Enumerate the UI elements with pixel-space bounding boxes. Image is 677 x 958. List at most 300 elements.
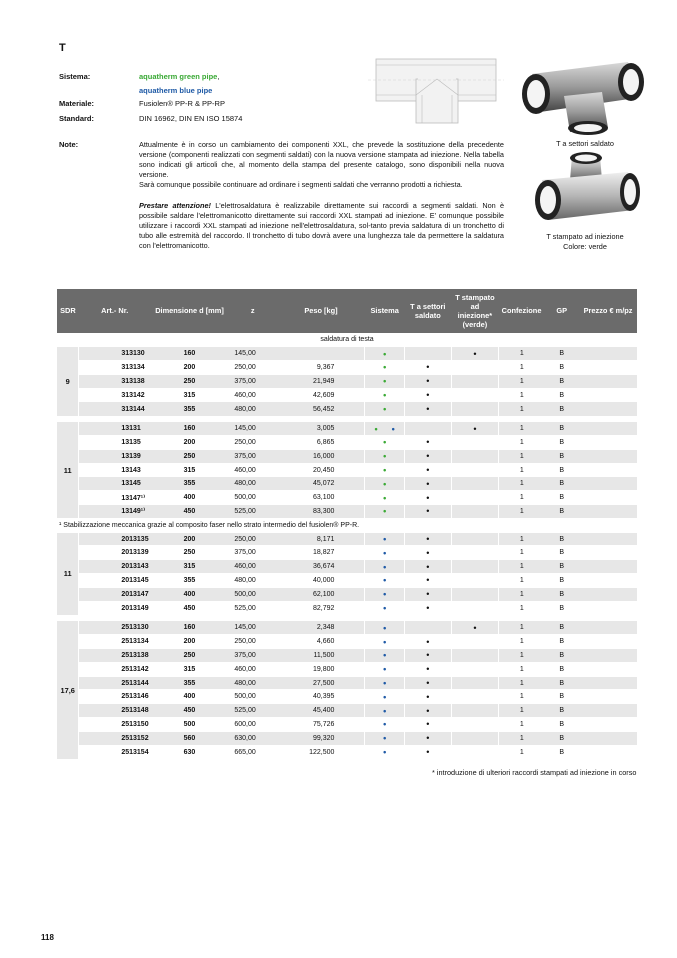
note-paragraph-1: Attualmente è in corso un cambiamento dei componenti XXL, che prevede la sostituzione della precedente versione (componenti realizzati con segmenti saldati) con la nuova versione stampata ad iniezione. Nella tabella sono indicati gli articoli che, al momento della stampa del presente catalogo, sono disponibili nella nuova versione.	[139, 140, 504, 179]
blue-pipe-brand: aquatherm blue pipe	[139, 86, 213, 95]
peso-cell: 20,450	[277, 463, 365, 477]
sistema-cell	[365, 361, 405, 375]
table-row	[57, 388, 637, 402]
confezione-cell: 1	[499, 649, 545, 663]
peso-cell: 27,500	[277, 676, 365, 690]
dimension-cell: 250	[151, 449, 229, 463]
gp-cell: B	[544, 491, 579, 505]
blue-system-dot-icon: •	[383, 705, 387, 716]
peso-cell: 18,827	[277, 546, 365, 560]
peso-cell: 8,171	[277, 532, 365, 546]
gp-cell: B	[544, 532, 579, 546]
prezzo-cell	[579, 402, 637, 416]
dimension-cell: 630	[151, 745, 229, 759]
blue-system-dot-icon: •	[383, 547, 387, 558]
peso-cell: 45,400	[277, 704, 365, 718]
t-settori-mark: •	[426, 678, 430, 689]
sdr-cell: 11	[57, 422, 79, 519]
gp-cell: B	[544, 505, 579, 519]
gp-cell: B	[544, 731, 579, 745]
t-stampato-cell	[451, 676, 498, 690]
dimension-cell: 400	[151, 690, 229, 704]
page-title: T	[59, 42, 66, 54]
section-row	[57, 333, 637, 347]
table-row	[57, 718, 637, 732]
prezzo-cell	[579, 574, 637, 588]
caption-injection-line2: Colore: verde	[563, 242, 607, 251]
t-stampato-cell	[451, 532, 498, 546]
dimension-cell: 315	[151, 388, 229, 402]
peso-cell: 62,100	[277, 587, 365, 601]
t-settori-mark: •	[426, 603, 430, 614]
t-settori-cell	[404, 745, 451, 759]
confezione-cell: 1	[499, 422, 545, 436]
gp-cell: B	[544, 662, 579, 676]
gp-cell: B	[544, 449, 579, 463]
t-settori-cell	[404, 361, 451, 375]
t-stampato-cell	[451, 491, 498, 505]
blue-system-dot-icon: •	[383, 561, 387, 572]
table-row	[57, 745, 637, 759]
sistema-cell	[365, 422, 405, 436]
t-settori-mark: •	[426, 492, 430, 503]
materiale-label: Materiale:	[59, 99, 95, 108]
tee-article-table	[57, 289, 637, 759]
prezzo-cell	[579, 704, 637, 718]
t-settori-cell	[404, 347, 451, 361]
green-system-dot-icon: •	[383, 492, 387, 503]
z-cell: 480,00	[228, 574, 277, 588]
t-stampato-cell	[451, 745, 498, 759]
t-settori-cell	[404, 731, 451, 745]
z-cell: 460,00	[228, 463, 277, 477]
dimension-cell: 160	[151, 422, 229, 436]
t-settori-mark: •	[426, 664, 430, 675]
t-settori-cell	[404, 690, 451, 704]
table-row	[57, 649, 637, 663]
art-nr-cell: 2513148	[79, 704, 151, 718]
art-nr-cell: 2013135	[79, 532, 151, 546]
t-settori-cell	[404, 560, 451, 574]
table-row	[57, 436, 637, 450]
t-stampato-cell	[451, 649, 498, 663]
art-nr-cell: 2513130	[79, 621, 151, 635]
dimension-cell: 355	[151, 402, 229, 416]
art-nr-cell: 313130	[79, 347, 151, 361]
z-cell: 250,00	[228, 532, 277, 546]
art-nr-cell: 313144	[79, 402, 151, 416]
blue-system-dot-icon: •	[383, 747, 387, 758]
t-settori-cell	[404, 477, 451, 491]
blue-system-dot-icon: •	[383, 664, 387, 675]
green-system-dot-icon: •	[383, 390, 387, 401]
note-label: Note:	[59, 140, 79, 149]
prezzo-cell	[579, 546, 637, 560]
art-nr-cell: 313138	[79, 374, 151, 388]
sistema-cell	[365, 402, 405, 416]
t-stampato-mark: •	[473, 348, 477, 359]
t-settori-mark: •	[426, 506, 430, 517]
sistema-cell	[365, 436, 405, 450]
gp-cell: B	[544, 361, 579, 375]
prezzo-cell	[579, 347, 637, 361]
t-stampato-cell	[451, 449, 498, 463]
blue-system-dot-icon: •	[383, 733, 387, 744]
t-stampato-cell	[451, 690, 498, 704]
prezzo-cell	[579, 422, 637, 436]
prezzo-cell	[579, 477, 637, 491]
t-settori-cell	[404, 374, 451, 388]
sdr-cell: 11	[57, 532, 79, 615]
footnote-stabilization: ¹ Stabilizzazione meccanica grazie al composito faser nello strato intermedio del fusiolen® PP-R.	[57, 518, 637, 532]
gp-cell: B	[544, 402, 579, 416]
confezione-cell: 1	[499, 560, 545, 574]
confezione-cell: 1	[499, 491, 545, 505]
col-peso: Peso [kg]	[277, 289, 365, 333]
t-stampato-cell	[451, 477, 498, 491]
t-stampato-mark: •	[473, 622, 477, 633]
t-stampato-mark: •	[473, 423, 477, 434]
dimension-cell: 160	[151, 347, 229, 361]
peso-cell: 3,005	[277, 422, 365, 436]
sistema-cell	[365, 621, 405, 635]
t-settori-mark: •	[426, 636, 430, 647]
peso-cell: 63,100	[277, 491, 365, 505]
green-system-dot-icon: •	[383, 404, 387, 415]
t-settori-cell	[404, 574, 451, 588]
peso-cell: 11,500	[277, 649, 365, 663]
green-system-dot-icon: •	[374, 423, 378, 434]
z-cell: 460,00	[228, 388, 277, 402]
table-row	[57, 587, 637, 601]
table-row	[57, 505, 637, 519]
confezione-cell: 1	[499, 718, 545, 732]
t-settori-cell	[404, 649, 451, 663]
dimension-cell: 355	[151, 676, 229, 690]
gp-cell: B	[544, 546, 579, 560]
confezione-cell: 1	[499, 532, 545, 546]
art-nr-cell: 2513134	[79, 635, 151, 649]
notes-text	[139, 140, 504, 262]
z-cell: 250,00	[228, 436, 277, 450]
prezzo-cell	[579, 449, 637, 463]
col-t-settori: T a settori saldato	[404, 289, 451, 333]
t-settori-mark: •	[426, 437, 430, 448]
blue-system-dot-icon: •	[383, 650, 387, 661]
z-cell: 480,00	[228, 676, 277, 690]
t-stampato-cell	[451, 662, 498, 676]
confezione-cell: 1	[499, 505, 545, 519]
t-settori-cell	[404, 718, 451, 732]
sistema-cell	[365, 388, 405, 402]
blue-system-dot-icon: •	[383, 534, 387, 545]
z-cell: 375,00	[228, 449, 277, 463]
table-row	[57, 491, 637, 505]
tee-injection-molded-photo	[532, 150, 640, 230]
t-settori-cell	[404, 532, 451, 546]
confezione-cell: 1	[499, 347, 545, 361]
dimension-cell: 200	[151, 635, 229, 649]
green-system-dot-icon: •	[383, 437, 387, 448]
table-row	[57, 690, 637, 704]
t-settori-mark: •	[426, 478, 430, 489]
art-nr-cell: 2013145	[79, 574, 151, 588]
art-nr-cell: 2513154	[79, 745, 151, 759]
sistema-cell	[365, 532, 405, 546]
prezzo-cell	[579, 690, 637, 704]
footnote-row	[57, 518, 637, 532]
confezione-cell: 1	[499, 601, 545, 615]
gp-cell: B	[544, 690, 579, 704]
confezione-cell: 1	[499, 635, 545, 649]
z-cell: 600,00	[228, 718, 277, 732]
prezzo-cell	[579, 388, 637, 402]
z-cell: 500,00	[228, 587, 277, 601]
dimension-cell: 200	[151, 532, 229, 546]
peso-cell: 75,726	[277, 718, 365, 732]
green-system-dot-icon: •	[383, 376, 387, 387]
z-cell: 145,00	[228, 347, 277, 361]
t-settori-cell	[404, 601, 451, 615]
peso-cell: 99,320	[277, 731, 365, 745]
gp-cell: B	[544, 477, 579, 491]
confezione-cell: 1	[499, 436, 545, 450]
blue-system-dot-icon: •	[391, 423, 395, 434]
green-system-dot-icon: •	[383, 465, 387, 476]
prezzo-cell	[579, 621, 637, 635]
sistema-cell	[365, 587, 405, 601]
table-row	[57, 463, 637, 477]
prezzo-cell	[579, 491, 637, 505]
tee-welded-segment-photo	[518, 58, 646, 136]
peso-cell: 42,609	[277, 388, 365, 402]
prezzo-cell	[579, 560, 637, 574]
confezione-cell: 1	[499, 745, 545, 759]
t-settori-mark: •	[426, 589, 430, 600]
col-prezzo: Prezzo € m/pz	[579, 289, 637, 333]
z-cell: 525,00	[228, 704, 277, 718]
z-cell: 145,00	[228, 422, 277, 436]
t-stampato-cell	[451, 436, 498, 450]
z-cell: 500,00	[228, 690, 277, 704]
art-nr-cell: 13139	[79, 449, 151, 463]
dimension-cell: 315	[151, 662, 229, 676]
t-stampato-cell	[451, 574, 498, 588]
z-cell: 250,00	[228, 635, 277, 649]
table-row	[57, 704, 637, 718]
table-row	[57, 477, 637, 491]
confezione-cell: 1	[499, 463, 545, 477]
sistema-cell	[365, 704, 405, 718]
caption-welded-tee: T a settori saldato	[556, 139, 614, 148]
blue-system-dot-icon: •	[383, 589, 387, 600]
table-row	[57, 546, 637, 560]
confezione-cell: 1	[499, 574, 545, 588]
table-row	[57, 361, 637, 375]
z-cell: 145,00	[228, 621, 277, 635]
t-settori-mark: •	[426, 733, 430, 744]
peso-cell: 45,072	[277, 477, 365, 491]
t-settori-mark: •	[426, 362, 430, 373]
peso-cell: 16,000	[277, 449, 365, 463]
table-header-row	[57, 289, 637, 333]
footnote-injection: * introduzione di ulteriori raccordi stampati ad iniezione in corso	[432, 768, 637, 777]
sistema-cell	[365, 676, 405, 690]
gp-cell: B	[544, 649, 579, 663]
t-settori-cell	[404, 662, 451, 676]
confezione-cell: 1	[499, 374, 545, 388]
z-cell: 375,00	[228, 546, 277, 560]
table-row	[57, 621, 637, 635]
confezione-cell: 1	[499, 361, 545, 375]
z-cell: 480,00	[228, 477, 277, 491]
sistema-cell	[365, 574, 405, 588]
green-pipe-brand: aquatherm green pipe	[139, 72, 218, 81]
green-system-dot-icon: •	[383, 506, 387, 517]
gp-cell: B	[544, 422, 579, 436]
t-settori-mark: •	[426, 376, 430, 387]
t-stampato-cell	[451, 388, 498, 402]
dimension-cell: 355	[151, 477, 229, 491]
t-settori-cell	[404, 546, 451, 560]
t-settori-cell	[404, 422, 451, 436]
confezione-cell: 1	[499, 662, 545, 676]
table-row	[57, 449, 637, 463]
blue-system-dot-icon: •	[383, 691, 387, 702]
blue-system-dot-icon: •	[383, 575, 387, 586]
peso-cell: 21,949	[277, 374, 365, 388]
dimension-cell: 315	[151, 463, 229, 477]
art-nr-cell: 313134	[79, 361, 151, 375]
table-row	[57, 374, 637, 388]
standard-label: Standard:	[59, 114, 95, 123]
art-nr-cell: 2013147	[79, 587, 151, 601]
gp-cell: B	[544, 601, 579, 615]
t-settori-mark: •	[426, 691, 430, 702]
dimension-cell: 315	[151, 560, 229, 574]
gp-cell: B	[544, 621, 579, 635]
table-row	[57, 676, 637, 690]
t-settori-mark: •	[426, 719, 430, 730]
table-row	[57, 402, 637, 416]
col-confezione: Confezione	[499, 289, 545, 333]
col-art: Art.- Nr.	[79, 289, 151, 333]
gp-cell: B	[544, 560, 579, 574]
art-nr-cell: 2513138	[79, 649, 151, 663]
prezzo-cell	[579, 649, 637, 663]
dimension-cell: 160	[151, 621, 229, 635]
note-paragraph-1b: Sarà comunque possibile continuare ad ordinare i segmenti saldati che verranno prodotti a richiesta.	[139, 180, 463, 189]
dimension-cell: 560	[151, 731, 229, 745]
sistema-cell	[365, 745, 405, 759]
t-stampato-cell	[451, 374, 498, 388]
prezzo-cell	[579, 374, 637, 388]
prezzo-cell	[579, 718, 637, 732]
sistema-cell	[365, 505, 405, 519]
t-settori-cell	[404, 704, 451, 718]
table-row	[57, 635, 637, 649]
t-settori-cell	[404, 388, 451, 402]
t-stampato-cell	[451, 402, 498, 416]
table-row	[57, 574, 637, 588]
confezione-cell: 1	[499, 388, 545, 402]
t-settori-mark: •	[426, 650, 430, 661]
prezzo-cell	[579, 635, 637, 649]
art-nr-cell: 313142	[79, 388, 151, 402]
art-nr-cell: 2513150	[79, 718, 151, 732]
peso-cell: 122,500	[277, 745, 365, 759]
gp-cell: B	[544, 676, 579, 690]
peso-cell: 2,348	[277, 621, 365, 635]
col-gp: GP	[544, 289, 579, 333]
peso-cell: 40,395	[277, 690, 365, 704]
gp-cell: B	[544, 374, 579, 388]
dimension-cell: 355	[151, 574, 229, 588]
t-settori-mark: •	[426, 465, 430, 476]
t-settori-mark: •	[426, 561, 430, 572]
sistema-cell	[365, 690, 405, 704]
sistema-cell	[365, 546, 405, 560]
col-dim: Dimensione d [mm]	[151, 289, 229, 333]
t-settori-cell	[404, 491, 451, 505]
blue-system-dot-icon: •	[383, 636, 387, 647]
dimension-cell: 200	[151, 436, 229, 450]
prezzo-cell	[579, 532, 637, 546]
art-nr-cell: 13149¹⁾	[79, 505, 151, 519]
confezione-cell: 1	[499, 546, 545, 560]
caption-injection-line1: T stampato ad iniezione	[546, 232, 624, 241]
sistema-cell	[365, 463, 405, 477]
z-cell: 480,00	[228, 402, 277, 416]
materiale-value: Fusiolen® PP-R & PP-RP	[139, 99, 225, 108]
confezione-cell: 1	[499, 676, 545, 690]
green-system-dot-icon: •	[383, 451, 387, 462]
sistema-cell	[365, 449, 405, 463]
dimension-cell: 450	[151, 704, 229, 718]
gp-cell: B	[544, 587, 579, 601]
sistema-cell	[365, 347, 405, 361]
standard-value: DIN 16962, DIN EN ISO 15874	[139, 114, 243, 123]
green-system-dot-icon: •	[383, 478, 387, 489]
z-cell: 525,00	[228, 601, 277, 615]
sdr-cell: 9	[57, 347, 79, 416]
t-settori-cell	[404, 449, 451, 463]
t-stampato-cell	[451, 621, 498, 635]
sistema-comma: ,	[217, 72, 220, 81]
peso-cell: 83,300	[277, 505, 365, 519]
z-cell: 250,00	[228, 361, 277, 375]
table-row	[57, 347, 637, 361]
confezione-cell: 1	[499, 402, 545, 416]
z-cell: 375,00	[228, 374, 277, 388]
art-nr-cell: 2513142	[79, 662, 151, 676]
art-nr-cell: 13131	[79, 422, 151, 436]
t-stampato-cell	[451, 587, 498, 601]
t-settori-cell	[404, 621, 451, 635]
blue-system-dot-icon: •	[383, 622, 387, 633]
col-sdr: SDR	[57, 289, 79, 333]
dimension-cell: 200	[151, 361, 229, 375]
dimension-cell: 400	[151, 491, 229, 505]
peso-cell: 19,800	[277, 662, 365, 676]
peso-cell: 4,660	[277, 635, 365, 649]
blue-system-dot-icon: •	[383, 678, 387, 689]
table-row	[57, 560, 637, 574]
dimension-cell: 450	[151, 601, 229, 615]
dimension-cell: 450	[151, 505, 229, 519]
blue-system-dot-icon: •	[383, 603, 387, 614]
t-settori-cell	[404, 505, 451, 519]
